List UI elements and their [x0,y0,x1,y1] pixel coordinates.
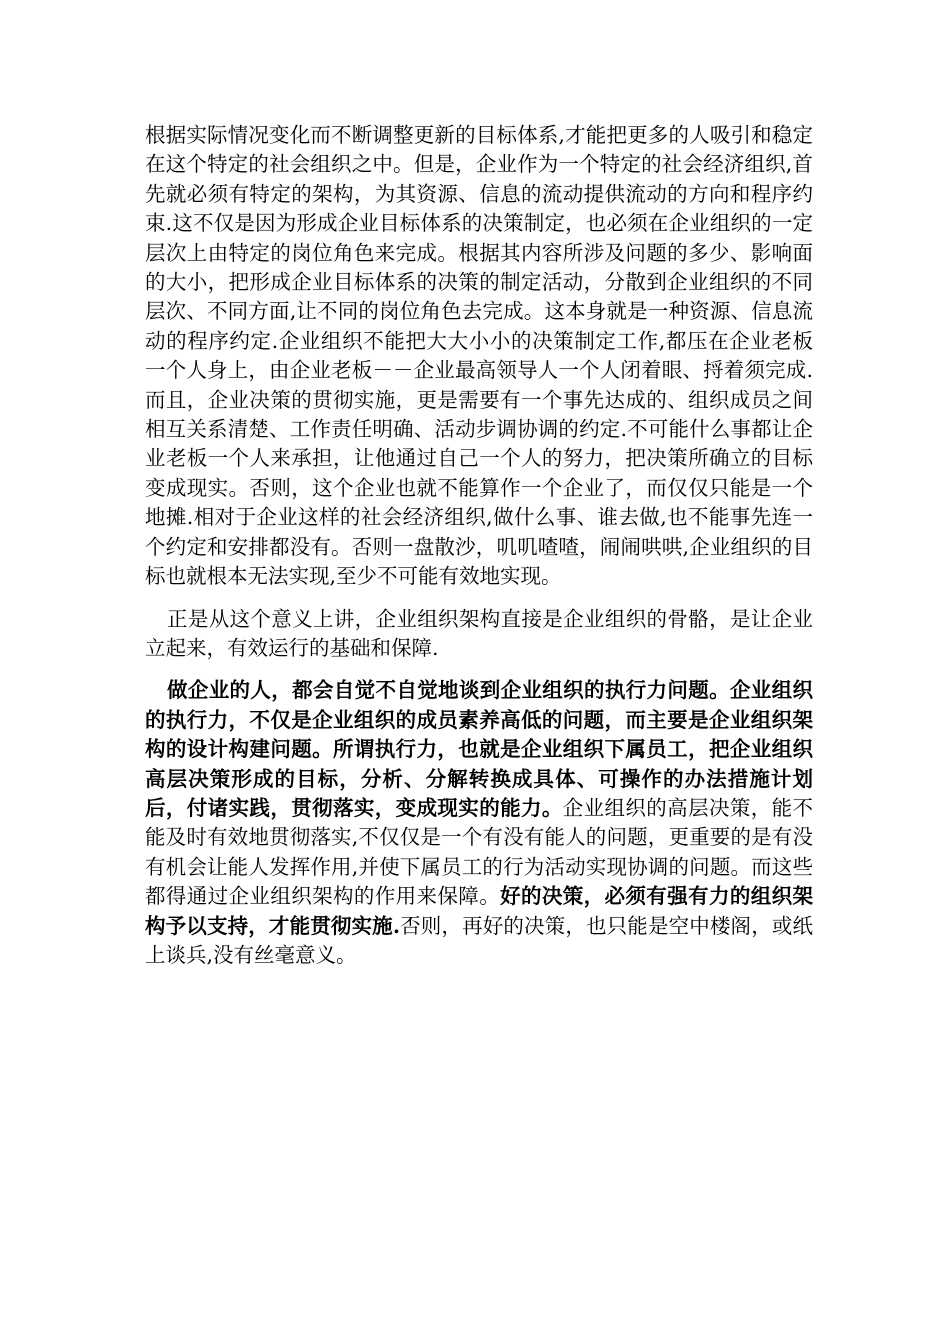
paragraph-3-bold-tail: 好的决策，必须有强有力的组织架构予以支持，才能贯彻实施. [145,884,814,938]
paragraph-2: 正是从这个意义上讲，企业组织架构直接是企业组织的骨骼，是让企业立起来，有效运行的基础和保障. [145,606,813,660]
paragraph-3-normal-middle: 企业组织的高层决策，能不能及时有效地贯彻落实,不仅仅是一个有没有能人的问题，更重要的是有没有机会让能人发挥作用,并使下属员工的行为活动实现协调的问题。而这些都得通过企业组织架构的作用来保障。 [145,795,814,909]
document-page [145,121,813,970]
paragraph-3-bold-lead: 做企业的人，都会自觉不自觉地谈到企业组织的执行力问题。企业组织的执行力，不仅是企业组织的成员素养高低的问题，而主要是企业组织架构的设计构建问题。所谓执行力，也就是企业组织下属员工，把企业组织高层决策形成的目标，分析、分解转换成具体、可操作的办法措施计划后，付诸实践，贯彻落实，变成现实的能力。 [145,678,813,820]
paragraph-1: 根据实际情况变化而不断调整更新的目标体系,才能把更多的人吸引和稳定在这个特定的社会组织之中。但是，企业作为一个特定的社会经济组织,首先就必须有特定的架构，为其资源、信息的流动提供流动的方向和程序约束.这不仅是因为形成企业目标体系的决策制定，也必须在企业组织的一定层次上由特定的岗位角色来完成。根据其内容所涉及问题的多少、影响面的大小，把形成企业目标体系的决策的制定活动，分散到企业组织的不同层次、不同方面,让不同的岗位角色去完成。这本身就是一种资源、信息流动的程序约定.企业组织不能把大大小小的决策制定工作,都压在企业老板一个人身上，由企业老板－－企业最高领导人一个人闭着眼、捋着须完成.而且，企业决策的贯彻实施，更是需要有一个事先达成的、组织成员之间相互关系清楚、工作责任明确、活动步调协调的约定.不可能什么事都让企业老板一个人来承担，让他通过自己一个人的努力，把决策所确立的目标变成现实。否则，这个企业也就不能算作一个企业了，而仅仅只能是一个地摊.相对于企业这样的社会经济组织,做什么事、谁去做,也不能事先连一个约定和安排都没有。否则一盘散沙，叽叽喳喳，闹闹哄哄,企业组织的目标也就根本无法实现,至少不可能有效地实现。 [145,123,813,589]
paragraph-3 [145,676,813,970]
paragraph-3-normal-end: 否则，再好的决策，也只能是空中楼阁，或纸上谈兵,没有丝毫意义。 [145,913,814,967]
